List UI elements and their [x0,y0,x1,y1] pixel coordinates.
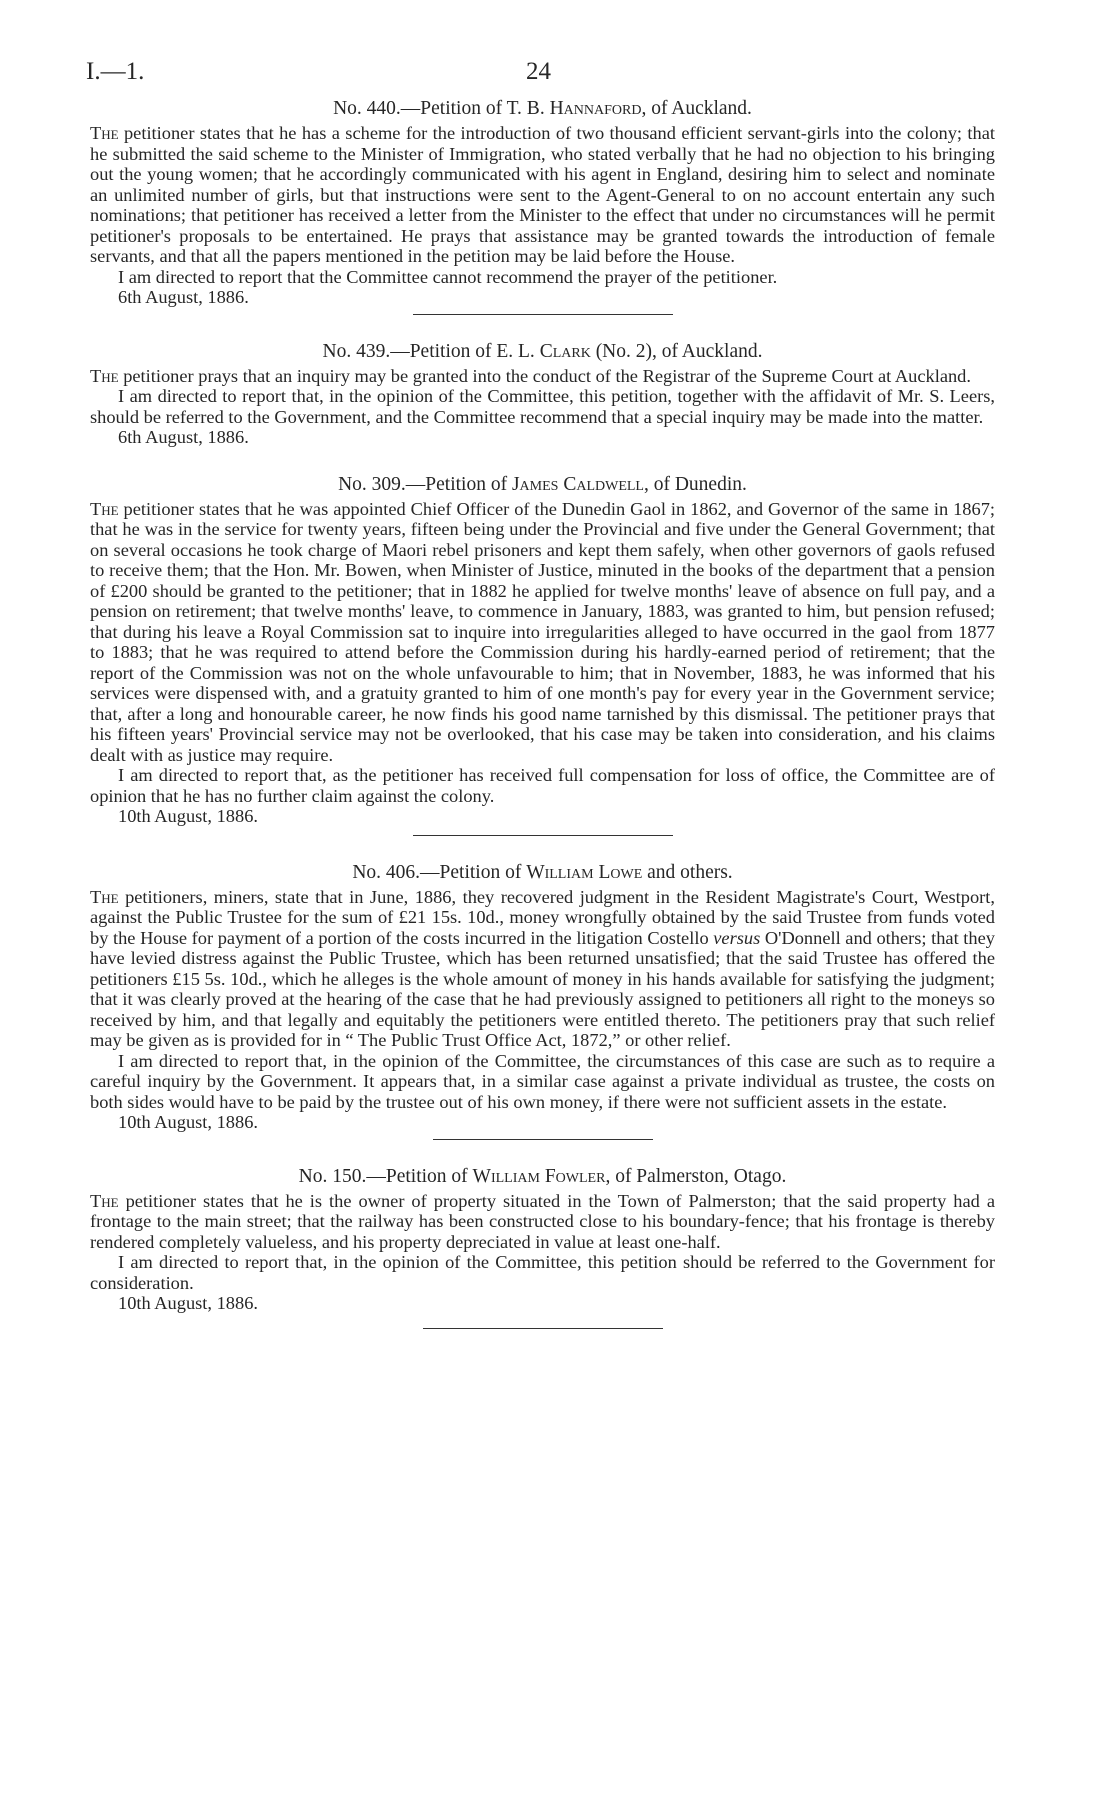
report-date: 10th August, 1886. [118,806,258,826]
petitioner-name: William Lowe [526,861,643,883]
petitioner-surname: Hannaford [549,98,642,119]
petitioner-place: , of Auckland. [641,98,752,119]
petition-440 [90,98,995,315]
petitioner-name: William Fowler [472,1165,606,1187]
report-date: 10th August, 1886. [118,1293,258,1313]
page-number: 24 [526,58,551,85]
report-date: 6th August, 1886. [118,427,249,447]
petition-150 [90,1166,995,1329]
statement-first-word: The [90,365,119,386]
statement-text: petitioner prays that an inquiry may be granted into the conduct of the Registrar of the Supreme Court at Auckland. [123,365,971,386]
report-date: 10th August, 1886. [118,1112,258,1132]
section-divider [413,314,673,315]
petition-309 [90,474,995,836]
petitioner-place: , of Palmerston, Otago. [605,1165,787,1187]
petition-number: No. 406.—Petition of [352,861,522,883]
statement-first-word: The [90,886,119,907]
petition-number: No. 440.—Petition of [333,98,503,119]
page-header [86,58,986,88]
petition-heading [90,341,995,363]
petition-statement [90,366,995,387]
committee-report: I am directed to report that, in the opinion of the Committee, the circumstances of this case are such as to require a careful inquiry by the Government. It appears that, in a similar case against a private individual as trustee, the costs on both sides would have to be paid by the trustee out of his own money, if there were not sufficient assets in the estate. [90,1050,995,1112]
section-divider [413,835,673,836]
petition-number: No. 439.—Petition of [322,340,492,362]
committee-report: I am directed to report that, in the opinion of the Committee, this petition should be referred to the Government for consideration. [90,1252,995,1293]
petition-439 [90,341,995,474]
section-divider [433,1139,653,1140]
petition-heading [90,1166,995,1188]
committee-report: I am directed to report that the Committee cannot recommend the prayer of the petitioner. [118,266,778,287]
petitioner-place: (No. 2), of Auckland. [590,340,763,362]
petition-number: No. 150.—Petition of [298,1165,468,1187]
petition-406 [90,862,995,1140]
statement-first-word: The [90,1190,119,1211]
petitioner-name: James Caldwell [511,473,644,495]
petitioner-place: and others. [642,861,733,883]
statement-text: petitioner states that he was appointed Chief Officer of the Dunedin Gaol in 1862, and Governor of the same in 1867; that he was in the service for twenty years, fifteen being under the Provincial and five under the General Government; that on several occasions he took charge of Maori rebel prisoners and kept them safely, when other governors of gaols refused to receive them; that the Hon. Mr. Bowen, when Minister of Justice, minuted in the books of the department that a pension of £200 should be granted to the petitioner; that in 1882 he applied for twelve months' leave of absence on full pay, and a pension on retirement; that twelve months' leave, to commence in January, 1883, was granted to him, but pension refused; that during his leave a Royal Commission sat to inquire into irregularities alleged to have occurred in the gaol from 1877 to 1883; that he was required to attend before the Commission during his hardly-earned period of retirement; that the report of the Commission was not on the whole unfavourable to him; that in November, 1883, he was informed that his services were dispensed with, and a gratuity granted to him of one month's pay for every year in the Government service; that, after a long and honourable career, he now finds his good name tarnished by this dismissal. The petitioner prays that his fifteen years' Provincial service may not be overlooked, that his case may be taken into consideration, and his claims dealt with as justice may require. [90,498,995,765]
committee-report: I am directed to report that, as the petitioner has received full compensation for loss of office, the Committee are of opinion that he has no further claim against the colony. [90,765,995,806]
report-date: 6th August, 1886. [118,287,249,307]
petitioner-initials: E. L. [496,340,535,362]
petitioner-surname: Clark [539,340,591,362]
petition-number: No. 309.—Petition of [338,473,508,495]
petition-heading [90,474,995,496]
petition-statement [90,499,995,766]
petition-statement [90,1191,995,1253]
petition-statement [90,887,995,1051]
document-code: I.—1. [86,58,145,85]
statement-text-a: petitioners, miners, state that in June, 1886, they recovered judgment in the Resident Magistrate's Court, Westport, against the Public Trustee for the sum of £21 15s. 10d., money wrongfully obtained by the said Trustee from funds voted by the House for payment of a portion of the costs incurred in the litigation Costello [90,886,995,948]
statement-first-word: The [90,123,119,143]
page-content [90,98,995,1355]
section-spacer [90,448,995,474]
petition-heading [90,862,995,884]
petition-statement [90,123,995,267]
committee-report: I am directed to report that, in the opinion of the Committee, this petition, together with the affidavit of Mr. S. Leers, should be referred to the Government, and the Committee recommend that a special inquiry may be made into the matter. [90,386,995,427]
statement-versus: versus [713,927,761,948]
petitioner-place: , of Dunedin. [643,473,747,495]
statement-text: petitioner states that he is the owner of property situated in the Town of Palmerston; that the said property had a frontage to the main street; that the railway has been constructed close to his boundary-fence; that his frontage is thereby rendered completely valueless, and his property depreciated in value at least one-half. [90,1190,995,1252]
petitioner-initials: T. B. [506,98,545,119]
section-divider [423,1328,663,1329]
petition-heading [90,98,995,120]
statement-first-word: The [90,498,119,519]
statement-text-b: O'Donnell and others; that they have levied distress against the Public Trustee, which has been returned unsatisfied; that the said Trustee has offered the petitioners £15 5s. 10d., which he alleges is the whole amount of money in his hands available for satisfying the judgment; that it was clearly proved at the hearing of the case that he had previously assigned to petitioners all right to the moneys so received by him, and that legally and equitably the petitioners were entitled thereto. The petitioners pray that such relief may be given as is provided for in “ The Public Trust Office Act, 1872,” or other relief. [90,927,995,1050]
statement-text: petitioner states that he has a scheme for the introduction of two thousand efficient servant-girls into the colony; that he submitted the said scheme to the Minister of Immigration, who stated verbally that he had no objection to his bringing out the young women; that he accordingly communicated with his agent in England, desiring him to select and nominate an unlimited number of girls, but that instructions were sent to the Agent-General to on no account entertain any such nominations; that petitioner has received a letter from the Minister to the effect that under no circumstances will he permit petitioner's proposals to be entertained. He prays that assistance may be granted towards the introduction of female servants, and that all the papers mentioned in the petition may be laid before the House. [90,123,995,266]
